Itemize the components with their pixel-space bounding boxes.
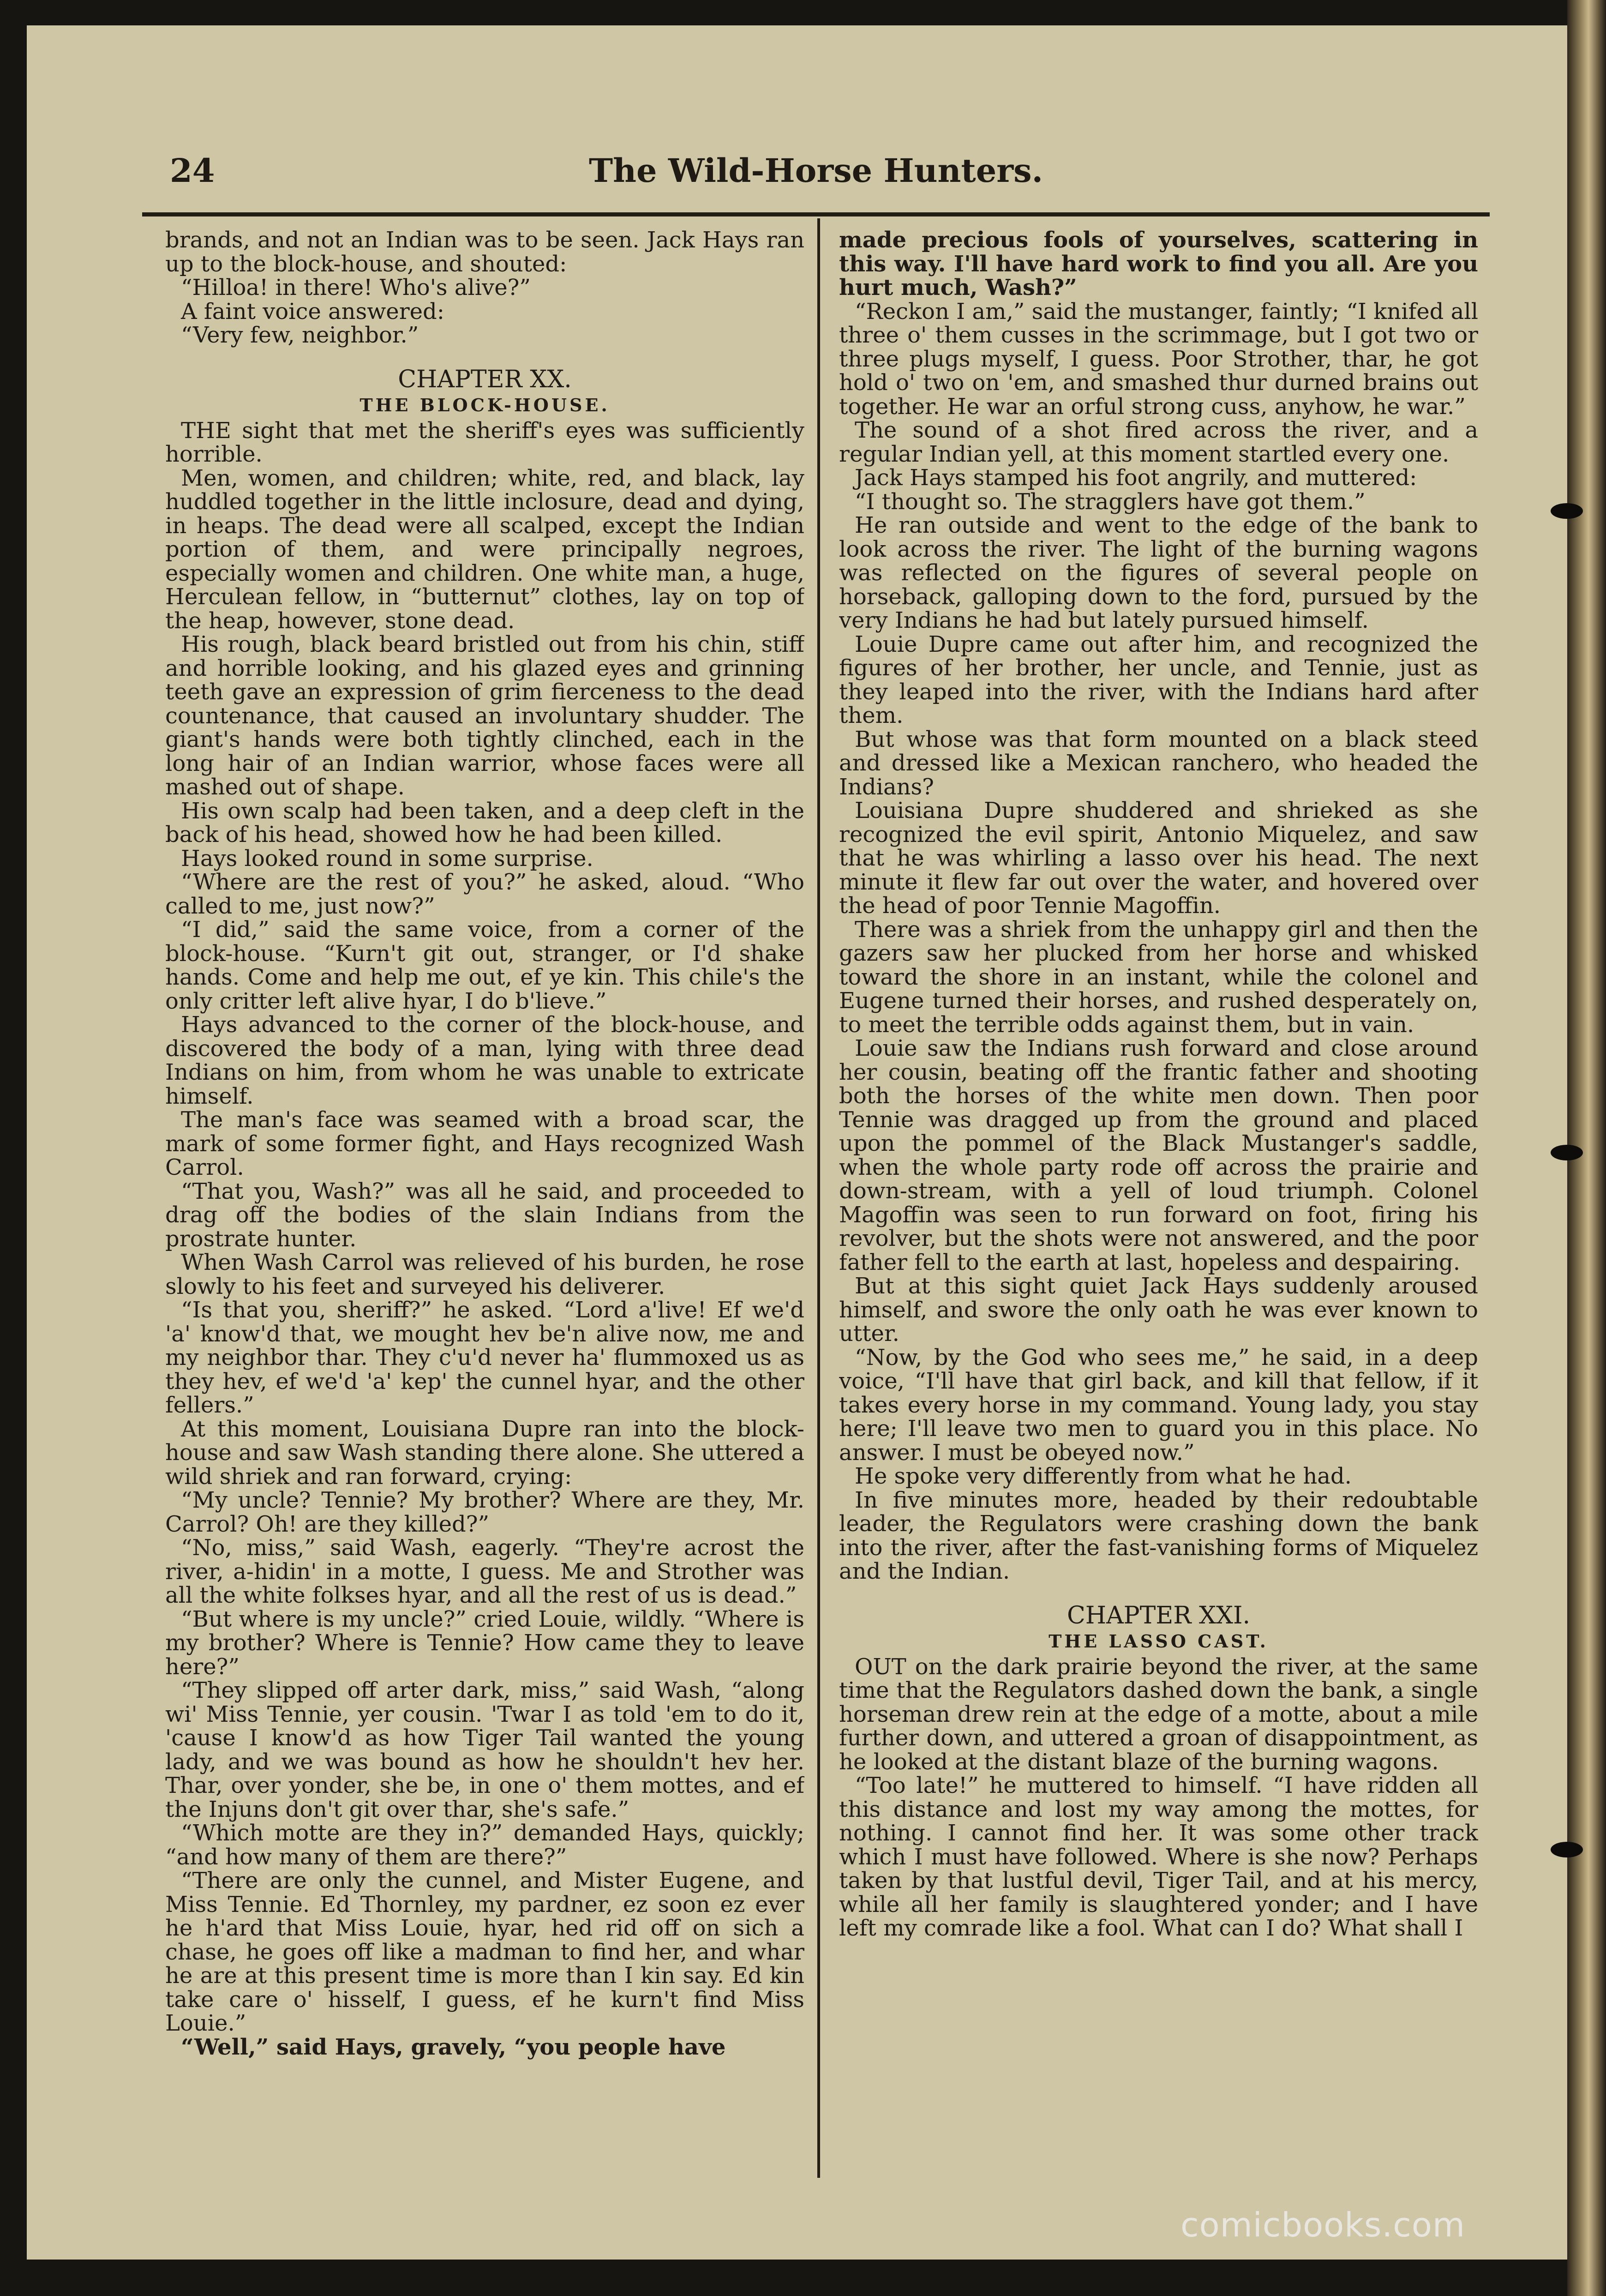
column-divider <box>817 218 820 2178</box>
left-column <box>165 228 804 2181</box>
chapter-subtitle: THE BLOCK-HOUSE. <box>360 395 610 415</box>
paragraph: “Is that you, sheriff?” he asked. “Lord a'live! Ef we'd 'a' know'd that, we mought hev be'n alive now, me and my neighbor thar. They c'u'd never ha' flummoxed us as they hev, ef we'd 'a' kep' the cunnel hyar, and the other fellers.” <box>165 1297 804 1418</box>
paragraph: “Which motte are they in?” demanded Hays, quickly; “and how many of them are there?” <box>165 1820 804 1870</box>
paragraph: “Hilloa! in there! Who's alive?” <box>181 275 531 301</box>
paragraph: Men, women, and children; white, red, and black, lay huddled together in the little inclosure, dead and dying, in heaps. The dead were all scalped, except the Indian portion of them, and were principally negroes, especially women and children. One white man, a huge, Herculean fellow, in “butternut” clothes, lay on top of the heap, however, stone dead. <box>165 465 804 634</box>
paragraph: “They slipped off arter dark, miss,” said Wash, “along wi' Miss Tennie, yer cousin. 'Twar I as told 'em to do it, 'cause I know'd as how Tiger Tail wanted the young lady, and we was bound as how he shouldn't hev her. Thar, over yonder, she be, in one o' them mottes, and ef the Injuns don't git over thar, she's safe.” <box>165 1677 804 1822</box>
paragraph: At this moment, Louisiana Dupre ran into the block-house and saw Wash standing there alone. She uttered a wild shriek and ran forward, crying: <box>165 1416 804 1490</box>
paragraph: But at this sight quiet Jack Hays suddenly aroused himself, and swore the only oath he was ever known to utter. <box>839 1273 1478 1346</box>
staple-hole <box>1551 503 1583 519</box>
page <box>27 25 1567 2260</box>
paragraph: Louie Dupre came out after him, and recognized the figures of her brother, her uncle, and Tennie, just as they leaped into the river, with the Indians hard after them. <box>839 631 1478 728</box>
header-rule <box>142 212 1490 216</box>
paragraph: “I did,” said the same voice, from a corner of the block-house. “Kurn't git out, stranger, or I'd shake hands. Come and help me out, ef ye kin. This chile's the only critter left alive hyar, I do b'lieve.” <box>165 917 804 1014</box>
staple-hole <box>1551 1145 1583 1160</box>
paragraph: A faint voice answered: <box>181 298 444 325</box>
paragraph: His own scalp had been taken, and a deep cleft in the back of his head, showed how he had been killed. <box>165 798 804 847</box>
chapter-heading: CHAPTER XXI. <box>1067 1601 1251 1629</box>
paragraph: He spoke very differently from what he had. <box>855 1463 1352 1489</box>
chapter-subtitle: THE LASSO CAST. <box>1049 1631 1269 1652</box>
paragraph: When Wash Carrol was relieved of his burden, he rose slowly to his feet and surveyed his deliverer. <box>165 1250 804 1299</box>
staple-hole <box>1551 1842 1583 1857</box>
paragraph: THE sight that met the sheriff's eyes was sufficiently horrible. <box>165 417 804 467</box>
paragraph: There was a shriek from the unhappy girl and then the gazers saw her plucked from her horse and whisked toward the shore in an instant, while the colonel and Eugene turned their horses, and rushed desperately on, to meet the terrible odds against them, but in vain. <box>839 916 1478 1038</box>
paragraph: “Very few, neighbor.” <box>181 322 419 348</box>
paragraph: “Too late!” he muttered to himself. “I have ridden all this distance and lost my way among the mottes, for nothing. I cannot find her. It was some other track which I must have followed. Where is she now? Perhaps taken by that lustful devil, Tiger Tail, and at his mercy, while all her family is slaughtered yonder; and I have left my comrade like a fool. What can I do? What shall I <box>839 1773 1478 1941</box>
paragraph: brands, and not an Indian was to be seen. Jack Hays ran up to the block-house, and shouted: <box>165 228 804 277</box>
paragraph: “That you, Wash?” was all he said, and proceeded to drag off the bodies of the slain Indians from the prostrate hunter. <box>165 1178 804 1252</box>
paragraph: But whose was that form mounted on a black steed and dressed like a Mexican ranchero, who headed the Indians? <box>839 726 1478 800</box>
paragraph: “There are only the cunnel, and Mister Eugene, and Miss Tennie. Ed Thornley, my pardner, ez soon ez ever he h'ard that Miss Louie, hyar, hed rid off on sich a chase, he goes off like a madman to find her, and whar he are at this present time is more than I kin say. Ed kin take care o' hisself, I guess, ef he kurn't find Miss Louie.” <box>165 1868 804 2036</box>
chapter-heading: CHAPTER XX. <box>398 365 572 393</box>
paragraph: Hays advanced to the corner of the block-house, and discovered the body of a man, lying with three dead Indians on him, from whom he was unable to extricate himself. <box>165 1012 804 1109</box>
paragraph: Hays looked round in some surprise. <box>181 845 593 872</box>
paragraph: OUT on the dark prairie beyond the river, at the same time that the Regulators dashed down the bank, a single horseman drew rein at the edge of a motte, about a mile further down, and uttered a groan of disappointment, as he looked at the distant blaze of the burning wagons. <box>839 1653 1478 1775</box>
paragraph: “No, miss,” said Wash, eagerly. “They're acrost the river, a-hidin' in a motte, I guess. Me and Strother was all the white folkses hyar, and all the rest of us is dead.” <box>165 1535 804 1608</box>
paragraph: “I thought so. The stragglers have got them.” <box>855 488 1366 515</box>
paragraph: “Where are the rest of you?” he asked, aloud. “Who called to me, just now?” <box>165 869 804 919</box>
paragraph: “But where is my uncle?” cried Louie, wildly. “Where is my brother? Where is Tennie? How came they to leave here?” <box>165 1606 804 1680</box>
right-column <box>839 228 1478 2181</box>
page-number: 24 <box>170 151 215 190</box>
paragraph: Louisiana Dupre shuddered and shrieked as she recognized the evil spirit, Antonio Miquelez, and saw that he was whirling a lasso over his head. The next minute it flew far out over the water, and hovered over the head of poor Tennie Magoffin. <box>839 798 1478 919</box>
paragraph: He ran outside and went to the edge of the bank to look across the river. The light of the burning wagons was reflected on the figures of several people on horseback, galloping down to the ford, pursued by the very Indians he had but lately pursued himself. <box>839 512 1478 633</box>
paragraph: The sound of a shot fired across the river, and a regular Indian yell, at this moment startled every one. <box>839 417 1478 467</box>
page-header <box>142 148 1490 198</box>
paragraph: “My uncle? Tennie? My brother? Where are they, Mr. Carrol? Oh! are they killed?” <box>165 1487 804 1537</box>
paragraph: “Reckon I am,” said the mustanger, faintly; “I knifed all three o' them cusses in the scrimmage, but I got two or three plugs myself, I guess. Poor Strother, thar, he got hold o' two on 'em, and smashed thur durned brains out together. He war an orful strong cuss, anyhow, he war.” <box>839 298 1478 420</box>
watermark: comicbooks.com <box>1181 2206 1466 2244</box>
paragraph: Louie saw the Indians rush forward and close around her cousin, beating off the frantic father and shooting both the horses of the white men down. Then poor Tennie was dragged up from the ground and placed upon the pommel of the Black Mustanger's saddle, when the whole party rode off across the prairie and down-stream, with a yell of loud triumph. Colonel Magoffin was seen to run forward on foot, firing his revolver, but the shots were not answered, and the poor father fell to the earth at last, hopeless and despairing. <box>839 1035 1478 1275</box>
paragraph: “Now, by the God who sees me,” he said, in a deep voice, “I'll have that girl back, and kill that fellow, if it takes every horse in my command. Young lady, you stay here; I'll leave two men to guard you in this place. No answer. I must be obeyed now.” <box>839 1344 1478 1466</box>
paragraph: “Well,” said Hays, gravely, “you people have <box>181 2034 726 2060</box>
paragraph: In five minutes more, headed by their redoubtable leader, the Regulators were crashing down the bank into the river, after the fast-vanishing forms of Miquelez and the Indian. <box>839 1487 1478 1584</box>
paragraph: made precious fools of yourselves, scattering in this way. I'll have hard work to find you all. Are you hurt much, Wash?” <box>839 228 1478 301</box>
paragraph: His rough, black beard bristled out from his chin, stiff and horrible looking, and his glazed eyes and grinning teeth gave an expression of grim fierceness to the dead countenance, that caused an involuntary shudder. The giant's hands were both tightly clinched, each in the long hair of an Indian warrior, whose faces were all mashed out of shape. <box>165 631 804 800</box>
paragraph: Jack Hays stamped his foot angrily, and muttered: <box>855 465 1417 491</box>
running-title: The Wild-Horse Hunters. <box>589 151 1043 190</box>
paragraph: The man's face was seamed with a broad scar, the mark of some former fight, and Hays recognized Wash Carrol. <box>165 1107 804 1180</box>
